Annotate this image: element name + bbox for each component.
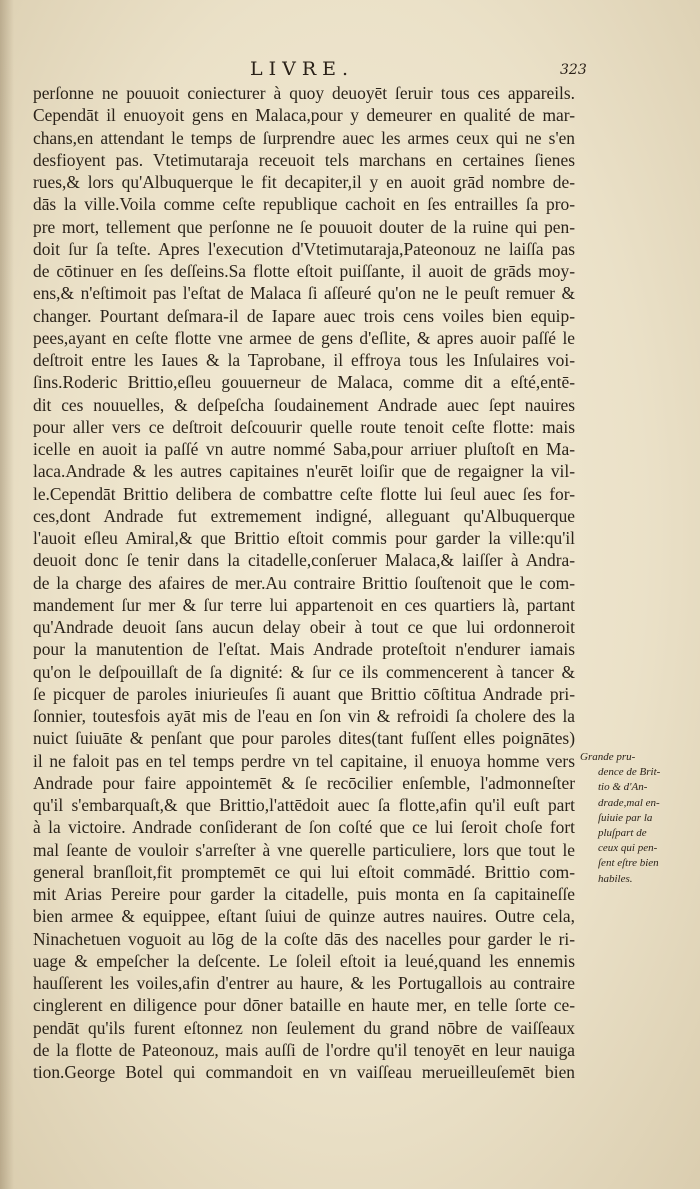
text-line: pour aller vers ce deſtroit deſcouurir quelle route tenoit ceſte flotte: mais [33,416,575,437]
text-line: ſonnier, toutesfois ayāt mis de l'eau en ſon vin & refroidi ſa cholere des la [33,706,575,726]
marginal-note-line: habiles. [598,872,633,885]
marginal-note-line: ſuiuie par la [598,811,653,824]
text-line: nuict ſuiuāte & penſant que pour paroles dites(tant fuſſent elles poignātes) [33,728,575,749]
text-line: pees,ayant en ceſte flotte vne armee de gens d'eſlite, & apres auoir paſſé le [33,327,575,348]
text-line: dit ces nouuelles, & deſpeſcha ſoudainement Andrade auec ſept nauires [33,394,575,415]
text-line: laca.Andrade & les autres capitaines n'eurēt loiſir que de regaigner la vil- [33,461,575,482]
gutter-shadow [0,0,14,1189]
text-line: general branſloit,fit promptemēt ce qui lui eſtoit commādé. Brittio com- [33,861,575,882]
text-line: ens,& n'eſtimoit pas l'eſtat de Malaca ſi aſſeuré qu'on ne le peuſt remuer & [33,283,575,304]
text-line: dās la ville.Voila comme ceſte republique cachoit en ſes entrailles ſa pro- [33,194,575,215]
marginal-note-line: drade,mal en- [598,796,660,809]
text-line: pour la manutention de l'eſtat. Mais Andrade proteſtoit n'endurer iamais [33,639,575,660]
text-line: le.Cependāt Brittio delibera de combattre ceſte flotte lui ſeul auec ſes for- [33,483,575,504]
text-line: Andrade pour faire appointemēt & ſe recōcilier enſemble, l'admonneſter [33,772,575,793]
text-line: mit Arias Pereire pour garder la citadelle, puis monta en ſa capitaineſſe [33,884,575,904]
text-line: ces,dont Andrade fut extremement indigné, alleguant qu'Albuquerque [33,505,575,526]
text-line: ſe picquer de paroles iniurieuſes ſi auant que Brittio cōſtitua Andrade pri- [33,683,575,704]
text-line: de cōtinuer en ſes deſſeins.Sa flotte eſtoit puiſſante, il auoit de grāds moy- [33,261,575,281]
text-line: l'auoit eſleu Amiral,& que Brittio eſtoit commis pour garder la ville:qu'il [33,528,575,548]
text-line: doit ſur ſa teſte. Apres l'execution d'Vtetimutaraja,Pateonouz ne laiſſa pas [33,238,575,259]
running-head: LIVRE. [250,58,355,80]
text-line: qu'on le deſpouillaſt de ſa dignité: & ſur ce ils commencerent à tancer & [33,661,575,682]
text-line: icelle en auoit ia paſſé vn autre nommé Saba,pour arriuer pluſtoſt en Ma- [33,439,575,459]
text-line: qu'Andrade deuoit ſans aucun delay obeir à tout ce que lui ordonneroit [33,617,575,637]
text-line: deſtroit entre les Iaues & la Taprobane, il effroya tous les Inſulaires voi- [33,350,575,370]
marginal-note-line: ſent eſtre bien [598,857,659,870]
marginal-note-line: tio & d'An- [598,781,648,794]
text-line: uage & empeſcher la deſcente. Le ſoleil eſtoit ia leué,quand les ennemis [33,950,575,971]
text-line: ſins.Roderic Brittio,eſleu gouuerneur de Malaca, comme dit a eſté,entē- [33,372,575,393]
text-line: pendāt qu'ils furent eſtonnez non ſeulement du grand nōbre de vaiſſeaux [33,1017,575,1038]
text-line: rues,& lors qu'Albuquerque le fit decapiter,il y en auoit grād nombre de- [33,172,575,192]
text-line: tion.George Botel qui commandoit en vn vaiſſeau merueilleuſemēt bien [33,1062,575,1082]
page-number: 323 [560,62,587,78]
text-line: cinglerent en diligence pour dōner bataille en haute mer, en telle ſorte ce- [33,995,575,1016]
text-line: desfioyent pas. Vtetimutaraja receuoit tels marchans en certaines ſienes [33,149,575,170]
text-line: perſonne ne pouuoit coniecturer à quoy deuoyēt ſeruir tous ces appareils. [33,83,575,103]
marginal-note [580,750,660,887]
body-text [33,82,575,1083]
text-line: de la flotte de Pateonouz, mais auſſi de l'ordre qu'il tenoyēt en leur nauiga [33,1039,575,1060]
text-line: à la victoire. Andrade conſiderant de ſon coſté que ce lui ſeroit choſe fort [33,817,575,838]
text-line: de la charge des afaires de mer.Au contraire Brittio ſouſtenoit que le com- [33,572,575,593]
marginal-note-line: Grande pru- [580,751,636,763]
page-header [0,58,700,82]
text-line: qu'il s'embarquaſt,& que Brittio,l'attēdoit auec ſa flotte,afin qu'il euſt part [33,795,575,815]
text-line: changer. Pourtant deſmara-il de Iapare auec trois cens voiles bien equip- [33,305,575,326]
text-line: hauſſerent les voiles,afin d'entrer au haure, & les Portugallois au contraire [33,973,575,993]
text-line: pre mort, tellement que perſonne ne ſe pouuoit douter de la ruine qui pen- [33,216,575,237]
marginal-note-line: dence de Brit- [598,766,661,779]
marginal-note-line: ceux qui pen- [598,842,658,855]
text-line: bien armee & equippee, eſtant ſuiui de quinze autres nauires. Outre cela, [33,906,575,927]
text-line: Ninachetuen voguoit au lōg de la coſte dās des nacelles pour garder le ri- [33,928,575,949]
text-line: mal ſeante de vouloir s'arreſter à vne querelle particuliere, lors que tout le [33,839,575,860]
text-line: deuoit donc ſe tenir dans la citadelle,conſeruer Malaca,& laiſſer à Andra- [33,550,575,571]
text-line: Cependāt il enuoyoit gens en Malaca,pour y demeurer en qualité de mar- [33,105,575,126]
text-line: mandement ſur mer & ſur terre lui appartenoit en ces quartiers là, partant [33,594,575,615]
text-line: il ne faloit pas en tel temps perdre vn tel capitaine, il enuoya homme vers [33,750,575,771]
text-line: chans,en attendant le temps de ſurprendre auec les armes ceux qui ne s'en [33,127,575,148]
marginal-note-line: pluſpart de [598,826,647,839]
